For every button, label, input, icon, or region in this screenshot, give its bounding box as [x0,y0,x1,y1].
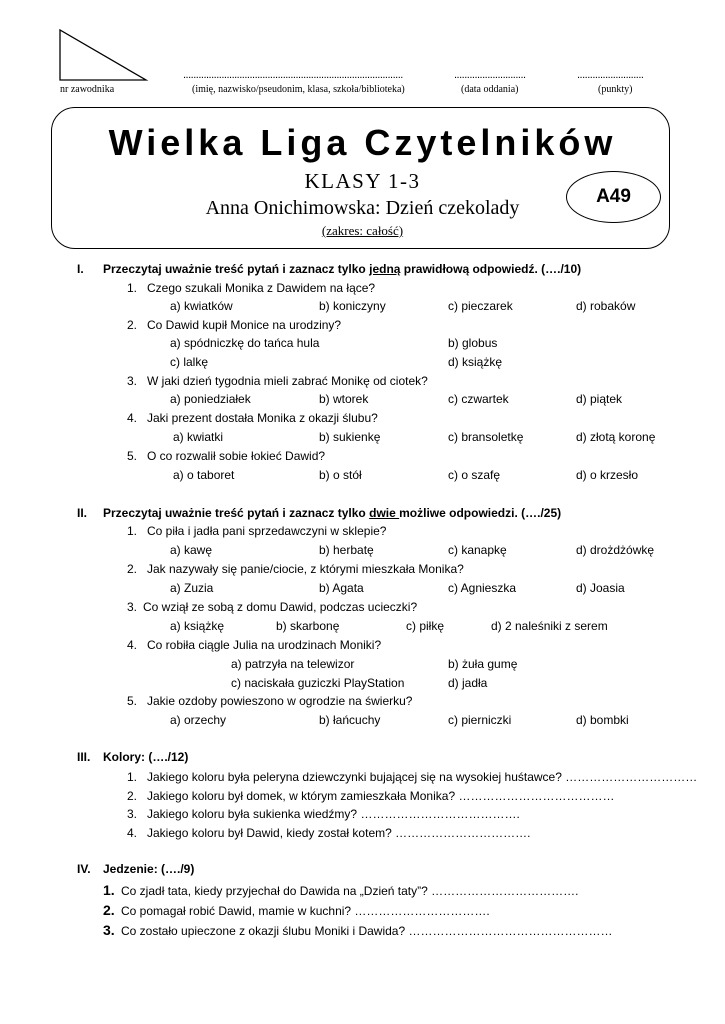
answer-option[interactable]: d) Joasia [576,581,625,595]
question-text: Co wziął ze sobą z domu Dawid, podczas ucieczki? [143,600,418,614]
answer-option[interactable]: b) sukienkę [319,430,381,444]
fill-in-question[interactable]: Jakiego koloru był Dawid, kiedy został kotem? ……………………………. [147,826,531,840]
question-number: 1. [103,882,115,898]
question-number: 2. [127,789,138,803]
answer-option[interactable]: c) o szafę [448,468,501,482]
answer-option[interactable]: d) 2 naleśniki z serem [491,619,608,633]
answer-option[interactable]: b) łańcuchy [319,713,381,727]
question-number: 2. [127,562,138,576]
question-text: W jaki dzień tygodnia mieli zabrać Monikę od ciotek? [147,374,428,388]
answer-option[interactable]: a) kawę [170,543,213,557]
question-number: 1. [127,770,138,784]
answer-option[interactable]: d) bombki [576,713,629,727]
answer-option[interactable]: a) poniedziałek [170,392,251,406]
question-number: 5. [127,694,138,708]
answer-option[interactable]: a) o taboret [173,468,235,482]
fill-in-question[interactable]: Co pomagał robić Dawid, mamie w kuchni? ……………………………. [121,904,490,918]
question-text: Jak nazywały się panie/ciocie, z którymi mieszkała Monika? [147,562,464,576]
answer-option[interactable]: c) kanapkę [448,543,507,557]
fill-in-question[interactable]: Jakiego koloru była sukienka wiedźmy? …………………………………. [147,807,520,821]
question-text: Co Dawid kupił Monice na urodziny? [147,318,342,332]
answer-option[interactable]: c) piłkę [406,619,445,633]
question-number: 1. [127,524,138,538]
name-label: (imię, nazwisko/pseudonim, klasa, szkoła/biblioteka) [192,84,405,95]
answer-option[interactable]: b) Agata [319,581,364,595]
answer-option[interactable]: b) herbatę [319,543,374,557]
answer-option[interactable]: d) piątek [576,392,623,406]
question-text: Jakie ozdoby powieszono w ogrodzie na świerku? [147,694,413,708]
question-number: 3. [127,807,138,821]
scope-text: (zakres: całość) [321,223,404,238]
question-number: 4. [127,411,138,425]
question-number: 4. [127,826,138,840]
answer-option[interactable]: c) naciskała guziczki PlayStation [231,676,405,690]
answer-option[interactable]: d) jadła [448,676,488,690]
question-number: 3. [127,600,138,614]
section-1-instruction: Przeczytaj uważnie treść pytań i zaznacz tylko jedną prawidłową odpowiedź. (…./10) [103,262,582,276]
answer-option[interactable]: b) skarbonę [276,619,340,633]
question-number: 3. [103,922,115,938]
question-text: Co piła i jadła pani sprzedawczyni w sklepie? [147,524,387,538]
answer-option[interactable]: b) żuła gumę [448,657,518,671]
section-4-title: Jedzenie: (…./9) [103,862,195,876]
answer-option[interactable]: c) Agnieszka [448,581,517,595]
section-2-instruction: Przeczytaj uważnie treść pytań i zaznacz tylko dwie możliwe odpowiedzi. (…./25) [103,506,562,520]
section-4-number: IV. [77,862,91,876]
section-2-number: II. [77,506,88,520]
answer-option[interactable]: a) Zuzia [170,581,214,595]
answer-option[interactable]: d) książkę [448,355,503,369]
answer-option[interactable]: b) o stół [319,468,362,482]
answer-option[interactable]: c) lalkę [170,355,209,369]
answer-option[interactable]: a) spódniczkę do tańca hula [170,336,320,350]
question-text: Czego szukali Monika z Dawidem na łące? [147,281,376,295]
section-1-number: I. [77,262,84,276]
question-number: 5. [127,449,138,463]
answer-option[interactable]: c) pieczarek [448,299,513,313]
date-label: (data oddania) [461,84,519,95]
question-number: 1. [127,281,138,295]
answer-option[interactable]: a) patrzyła na telewizor [231,657,355,671]
book-title: Anna Onichimowska: Dzień czekolady [205,197,520,219]
fill-in-question[interactable]: Jakiego koloru był domek, w którym zamieszkała Monika? ………………………………… [147,789,615,803]
scope-label [0,223,725,239]
points-label: (punkty) [598,84,633,95]
test-code-badge: A49 [566,171,661,223]
grade-label: KLASY 1-3 [304,169,421,193]
answer-option[interactable]: c) pierniczki [448,713,512,727]
question-number: 2. [103,902,115,918]
section-3-title: Kolory: (…./12) [103,750,189,764]
answer-option[interactable]: c) czwartek [448,392,509,406]
date-dots: ............................ [454,69,526,81]
answer-option[interactable]: b) wtorek [319,392,369,406]
answer-option[interactable]: c) bransoletkę [448,430,524,444]
question-text: Co robiła ciągle Julia na urodzinach Moniki? [147,638,382,652]
answer-option[interactable]: b) globus [448,336,498,350]
fill-in-question[interactable]: Co zjadł tata, kiedy przyjechał do Dawida na „Dzień taty”? ………………………………. [121,884,579,898]
answer-option[interactable]: d) drożdżówkę [576,543,655,557]
question-number: 3. [127,374,138,388]
fill-in-question[interactable]: Jakiego koloru była peleryna dziewczynki bujającej się na wysokiej huśtawce? …………………………… [147,770,698,784]
answer-option[interactable]: d) robaków [576,299,636,313]
contestant-number-label: nr zawodnika [60,84,115,95]
answer-option[interactable]: d) złotą koronę [576,430,656,444]
contestant-number-triangle [58,28,150,82]
answer-option[interactable]: a) orzechy [170,713,227,727]
fill-in-question[interactable]: Co zostało upieczone z okazji ślubu Moniki i Dawida? …………………………………………… [121,924,613,938]
contest-title: Wielka Liga Czytelników [108,122,617,163]
question-number: 2. [127,318,138,332]
question-text: O co rozwalił sobie łokieć Dawid? [147,449,326,463]
section-3-number: III. [77,750,91,764]
question-text: Jaki prezent dostała Monika z okazji ślubu? [147,411,378,425]
question-number: 4. [127,638,138,652]
answer-option[interactable]: a) kwiatki [173,430,224,444]
answer-option[interactable]: a) kwiatków [170,299,233,313]
answer-option[interactable]: a) książkę [170,619,225,633]
name-dots: ...................................................................................... [183,69,403,81]
answer-option[interactable]: b) koniczyny [319,299,386,313]
answer-option[interactable]: d) o krzesło [576,468,639,482]
points-dots: .......................... [577,69,644,81]
